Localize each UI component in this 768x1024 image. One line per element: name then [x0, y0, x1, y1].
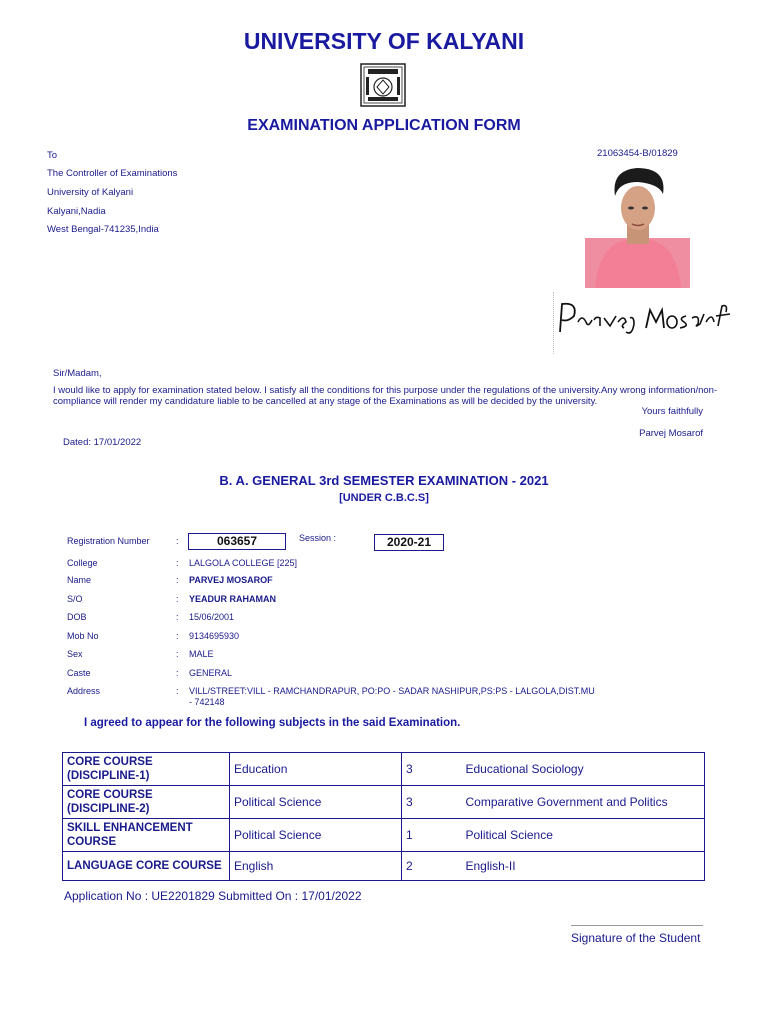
colon: :	[176, 649, 179, 659]
registration-number-box: 063657	[188, 533, 286, 550]
college-value: LALGOLA COLLEGE [225]	[189, 558, 298, 568]
address-line-4: West Bengal-741235,India	[47, 224, 159, 235]
signature-label: Signature of the Student	[571, 931, 701, 945]
dob-value: 15/06/2001	[189, 612, 235, 622]
subjects-table	[62, 752, 705, 881]
address-value-line-2: - 742148	[189, 697, 225, 707]
table-row	[63, 852, 705, 881]
address-label: Address	[67, 686, 101, 696]
course-cell: CORE COURSE (DISCIPLINE-1)	[63, 753, 230, 786]
colon: :	[176, 686, 179, 696]
name-value: PARVEJ MOSAROF	[189, 575, 273, 585]
paper-cell: 3	[402, 753, 462, 786]
salutation: Sir/Madam,	[53, 368, 102, 379]
exam-subtitle: [UNDER C.B.C.S]	[339, 492, 429, 504]
signature-image	[553, 292, 734, 354]
paper-name-cell: English-II	[462, 852, 705, 881]
address-value-line-1: VILL/STREET:VILL - RAMCHANDRAPUR, PO:PO - SADAR NASHIPUR,PS:PS - LALGOLA,DIST.MU	[189, 686, 595, 696]
session-box: 2020-21	[374, 534, 444, 551]
table-row	[63, 786, 705, 819]
colon: :	[176, 558, 179, 568]
subject-cell: Political Science	[230, 819, 402, 852]
letter-body: I would like to apply for examination stated below. I satisfy all the conditions for this purpose under the regulations of the university.Any wrong information/non-compliance will render my candidature liable to be cancelled at any stage of the Examinations as will be decided by the university.	[53, 385, 718, 407]
so-value: YEADUR RAHAMAN	[189, 594, 276, 604]
application-number: Application No : UE2201829 Submitted On : 17/01/2022	[64, 889, 362, 903]
subject-cell: Political Science	[230, 786, 402, 819]
subject-cell: English	[230, 852, 402, 881]
course-cell: CORE COURSE (DISCIPLINE-2)	[63, 786, 230, 819]
address-line-2: University of Kalyani	[47, 187, 134, 198]
paper-name-cell: Comparative Government and Politics	[462, 786, 705, 819]
exam-title: B. A. GENERAL 3rd SEMESTER EXAMINATION - 2021	[219, 473, 549, 488]
signature-line	[571, 925, 703, 926]
form-title: EXAMINATION APPLICATION FORM	[247, 117, 521, 134]
mob-value: 9134695930	[189, 631, 240, 641]
address-to: To	[47, 150, 58, 161]
form-number: 21063454-B/01829	[597, 148, 678, 159]
colon: :	[176, 594, 179, 604]
university-seal-logo	[360, 63, 406, 107]
caste-label: Caste	[67, 668, 91, 678]
applicant-name: Parvej Mosarof	[639, 428, 703, 439]
address-line-1: The Controller of Examinations	[47, 168, 178, 179]
mob-label: Mob No	[67, 631, 99, 641]
paper-cell: 3	[402, 786, 462, 819]
colon: :	[176, 631, 179, 641]
dob-label: DOB	[67, 612, 87, 622]
colon: :	[176, 575, 179, 585]
paper-cell: 2	[402, 852, 462, 881]
paper-cell: 1	[402, 819, 462, 852]
colon: :	[176, 668, 179, 678]
course-cell: SKILL ENHANCEMENT COURSE	[63, 819, 230, 852]
registration-label: Registration Number	[67, 536, 150, 546]
table-row	[63, 819, 705, 852]
sex-label: Sex	[67, 649, 83, 659]
college-label: College	[67, 558, 98, 568]
so-label: S/O	[67, 594, 83, 604]
colon: :	[176, 612, 179, 622]
course-cell: LANGUAGE CORE COURSE	[63, 852, 230, 881]
table-row	[63, 753, 705, 786]
closing-text: Yours faithfully	[641, 406, 703, 417]
address-line-3: Kalyani,Nadia	[47, 206, 106, 217]
student-photo	[585, 160, 690, 288]
name-label: Name	[67, 575, 92, 585]
session-label: Session :	[299, 533, 337, 543]
paper-name-cell: Educational Sociology	[462, 753, 705, 786]
caste-value: GENERAL	[189, 668, 233, 678]
colon: :	[176, 536, 179, 546]
subject-cell: Education	[230, 753, 402, 786]
agreement-text: I agreed to appear for the following subjects in the said Examination.	[84, 717, 461, 729]
dated-text: Dated: 17/01/2022	[63, 437, 142, 448]
paper-name-cell: Political Science	[462, 819, 705, 852]
sex-value: MALE	[189, 649, 214, 659]
university-title: UNIVERSITY OF KALYANI	[243, 28, 525, 54]
